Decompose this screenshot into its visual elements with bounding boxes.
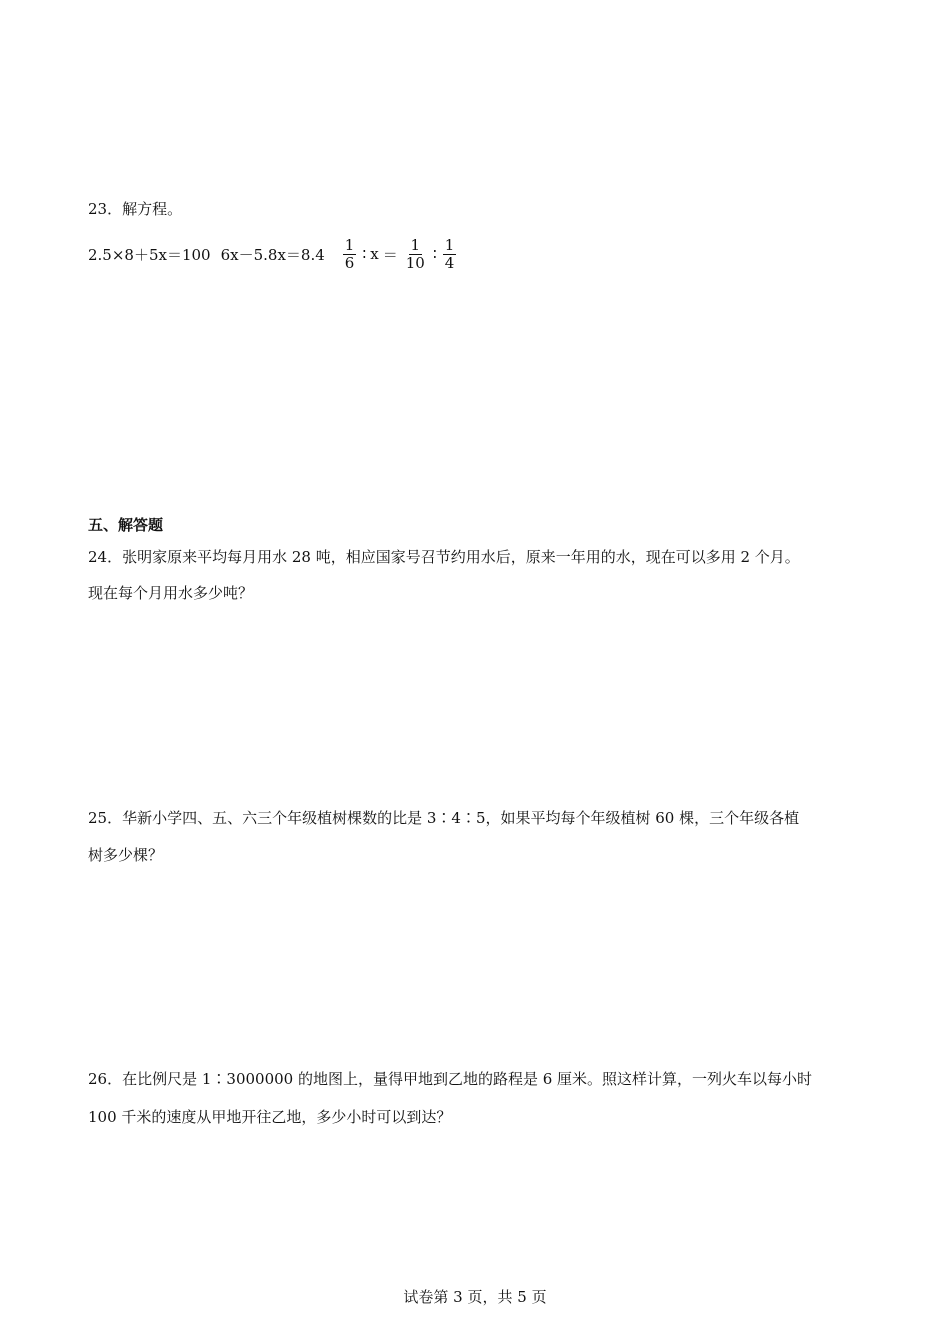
question-25-line-2: 树多少棵？ <box>88 846 164 864</box>
fraction-one-tenth <box>404 237 427 272</box>
fraction-denominator: 10 <box>405 253 425 272</box>
fraction-denominator: 6 <box>344 253 355 272</box>
equation-3 <box>341 237 458 272</box>
fraction-one-quarter <box>443 237 457 272</box>
variable-x: x <box>370 245 379 263</box>
page-footer: 试卷第 3 页，共 5 页 <box>403 1288 547 1306</box>
question-24-line-1: 24．张明家原来平均每月用水 28 吨，相应国家号召节约用水后，原来一年用的水，现在可以多用 2 个月。 <box>88 548 800 566</box>
question-24-line-2: 现在每个月用水多少吨？ <box>88 584 254 602</box>
fraction-numerator: 1 <box>410 235 421 254</box>
question-26-line-2: 100 千米的速度从甲地开往乙地，多少小时可以到达？ <box>88 1108 452 1126</box>
ratio-colon: ∶ <box>432 245 437 263</box>
fraction-one-sixth <box>343 237 357 272</box>
question-26-line-1: 26．在比例尺是 1∶3000000 的地图上，量得甲地到乙地的路程是 6 厘米。照这样计算，一列火车以每小时 <box>88 1070 813 1088</box>
fraction-denominator: 4 <box>444 253 455 272</box>
equation-2: 6x－5.8x＝8.4 <box>220 245 325 264</box>
question-23-title: 23．解方程。 <box>88 200 183 218</box>
ratio-colon: ∶ <box>362 245 367 263</box>
section-heading: 五、解答题 <box>88 516 164 534</box>
question-25-line-1: 25．华新小学四、五、六三个年级植树棵数的比是 3∶4∶5，如果平均每个年级植树 60 棵，三个年级各植 <box>88 809 800 827</box>
equations-row <box>88 232 458 276</box>
fraction-numerator: 1 <box>444 235 455 254</box>
equation-1: 2.5×8＋5x＝100 <box>88 245 211 264</box>
fraction-numerator: 1 <box>344 235 355 254</box>
equals-sign: ＝ <box>382 245 398 264</box>
